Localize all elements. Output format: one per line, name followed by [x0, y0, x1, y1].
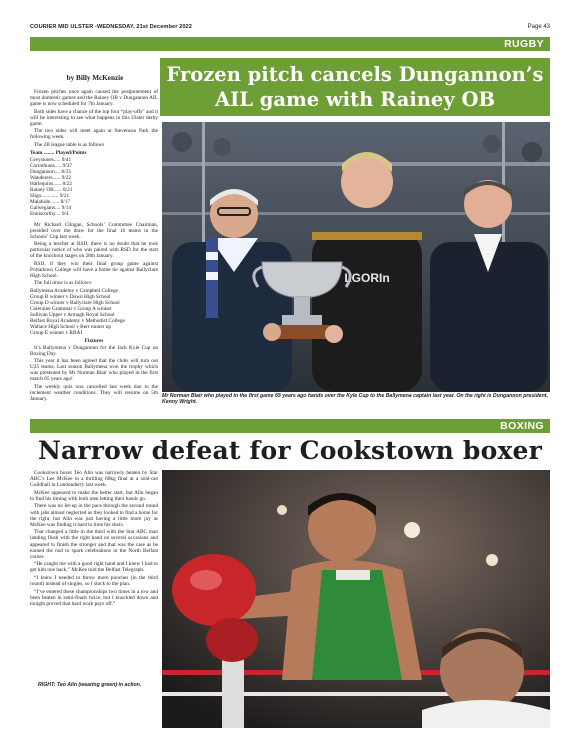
boxing-para: Cookstown boxer Teo Alin was narrowly beaten by Star ABC’s Lee McKee in a thrilling 60kg final at a sold-out Guildhall in Londonderry last week.	[30, 470, 158, 489]
boxing-para: “He caught me with a good right hand and I knew I had to get him one back,” McKee told the Belfast Telegraph.	[30, 561, 158, 574]
draw-item: Coleraine Grammar v Group A winner	[30, 305, 112, 312]
boxing-para: McKee appeared to make the better start, but Alin began to find his timing with both men letting their hands go.	[30, 489, 158, 502]
league-table-row: Malahide....... 8/17	[30, 199, 71, 205]
draw-item: Group D winner v Ballyclare High School	[30, 299, 120, 306]
league-table-row: Galwegians.... 9/14	[30, 205, 72, 211]
boxing-section-label: BOXING	[500, 420, 544, 432]
rugby-para-4: Mr Richard Clingan, Schools’ Committee Chairman, presided over the draw for the final 16 teams in the Schools’ Cup last week.	[30, 221, 158, 240]
boxing-para: That changed a little in the third with the Star ABC man landing flush with the right hand on several occasions and appeared to finish the stronger and that was the case as he earned the nod to spark celebrations in the North Belfast corner.	[30, 529, 158, 560]
league-table-row: Enniscorthy.... 9/4	[30, 211, 69, 217]
rugby-para-8: This year it has been agreed that the clubs will turn out U25 teams. Last season Ballymena won the trophy which was presented by Mr Norman Blair who played in the first match 65 years ago!	[30, 358, 158, 382]
rugby-photo	[162, 122, 550, 392]
draw-list	[30, 288, 158, 336]
rugby-para-2: Both sides have a chance of the top four “play-offs” and it will be interesting to see what happens in this Ulster derby game.	[30, 108, 158, 127]
league-table-row: Harlequins...... 8/22	[30, 181, 72, 187]
league-table-row: Dungannon.... 8/33	[30, 169, 71, 175]
rugby-para-1: Frozen pitches once again caused the postponement of most domestic games and the Rainey OB v Dungannon AIL game is now scheduled for 7th January.	[30, 89, 158, 107]
table-intro: The 2B league table is as follows	[34, 141, 105, 148]
byline: by Billy McKenzie	[66, 74, 124, 82]
draw-item: Group B winner v Down High School	[30, 293, 111, 300]
league-table-header: Team ........ Played/Points	[30, 149, 87, 156]
rugby-para-9: The weekly quiz was cancelled last week due to the inclement weather conditions. They will resume on 5th January.	[30, 383, 158, 402]
rugby-photo-illustration	[162, 122, 550, 392]
paper-title: COURIER MID ULSTER -WEDNESDAY, 21st December 2022	[30, 24, 192, 30]
draw-item: Sullivan Upper v Armagh Royal School	[30, 311, 115, 318]
boxing-para: “I knew I needed to throw more punches (in the third round) instead of singles, so I stuck to the plan.	[30, 575, 158, 588]
jersey-sponsor-text: LGORIn	[344, 271, 390, 285]
league-table-row: Wanderers...... 9/22	[30, 175, 72, 181]
rugby-para-7: It’s Ballymena v Dungannon for the Jack Kyle Cup on Boxing Day.	[30, 344, 158, 357]
masthead	[30, 24, 550, 34]
boxing-para: “I’ve entered these championships two times in a row and been beaten in semi-finals twice, but I knuckled down and tonight proved that hard work pays off.”	[30, 588, 158, 607]
rugby-section-bar	[30, 37, 550, 51]
boxing-photo-caption: RIGHT: Teo Alin (wearing green) in action.	[38, 682, 142, 688]
rugby-photo-caption: Mr Norman Blair who played in the first game 65 years ago hands over the Kyle Cup to the Ballymena captain last year. On the right is Dungannon president, Kenny Wright.	[162, 393, 548, 406]
draw-intro: The full draw is as follows:	[34, 280, 93, 286]
boxing-article-body	[30, 470, 158, 608]
boxing-photo	[162, 470, 550, 728]
rugby-article-body	[30, 89, 158, 403]
rugby-headline: Frozen pitch cancels Dungannon’s AIL game with Rainey OB	[160, 58, 550, 116]
league-table-row: Corinthians..... 9/37	[30, 163, 73, 169]
rugby-section-label: RUGBY	[504, 38, 544, 50]
rugby-para-5: Being a teacher at RSD, there is no doubt that he took particular notice of who was paired with RSD for the start of the knockout stages on 28th January.	[30, 241, 158, 259]
boxing-photo-illustration	[162, 470, 550, 728]
league-table-row: Rainey OB...... 8/21	[30, 187, 73, 193]
boxing-headline: Narrow defeat for Cookstown boxer	[37, 436, 543, 465]
league-table	[30, 157, 158, 217]
league-table-row: Sligo............. 9/21	[30, 193, 70, 199]
rugby-para-3: The two sides will meet again at Stevenson Park the following week.	[30, 128, 158, 140]
fixtures-heading: Fixtures	[84, 337, 104, 344]
draw-item: Wallace High School v Bert runner up	[30, 323, 112, 330]
draw-item: Belfast Royal Academy v Methodist College	[30, 317, 125, 324]
rugby-para-6: RSD, if they win their final group game against Portadown College will have a home tie against Ballyclare High School.	[30, 260, 158, 279]
draw-item: Group E winner v RBAI	[30, 329, 83, 336]
boxing-para: There was no let-up in the pace through the second round with jabs almost neglected as they looked to find a home for the right, but Alin was just having a little more joy as McKee was finding it hard to time his shots.	[30, 503, 158, 528]
league-table-row: Greystones..... 9/41	[30, 157, 72, 163]
draw-item: Ballymena Academy v Campbell College	[30, 287, 118, 294]
page-number: Page 43	[527, 24, 550, 30]
boxing-section-bar	[30, 419, 550, 433]
